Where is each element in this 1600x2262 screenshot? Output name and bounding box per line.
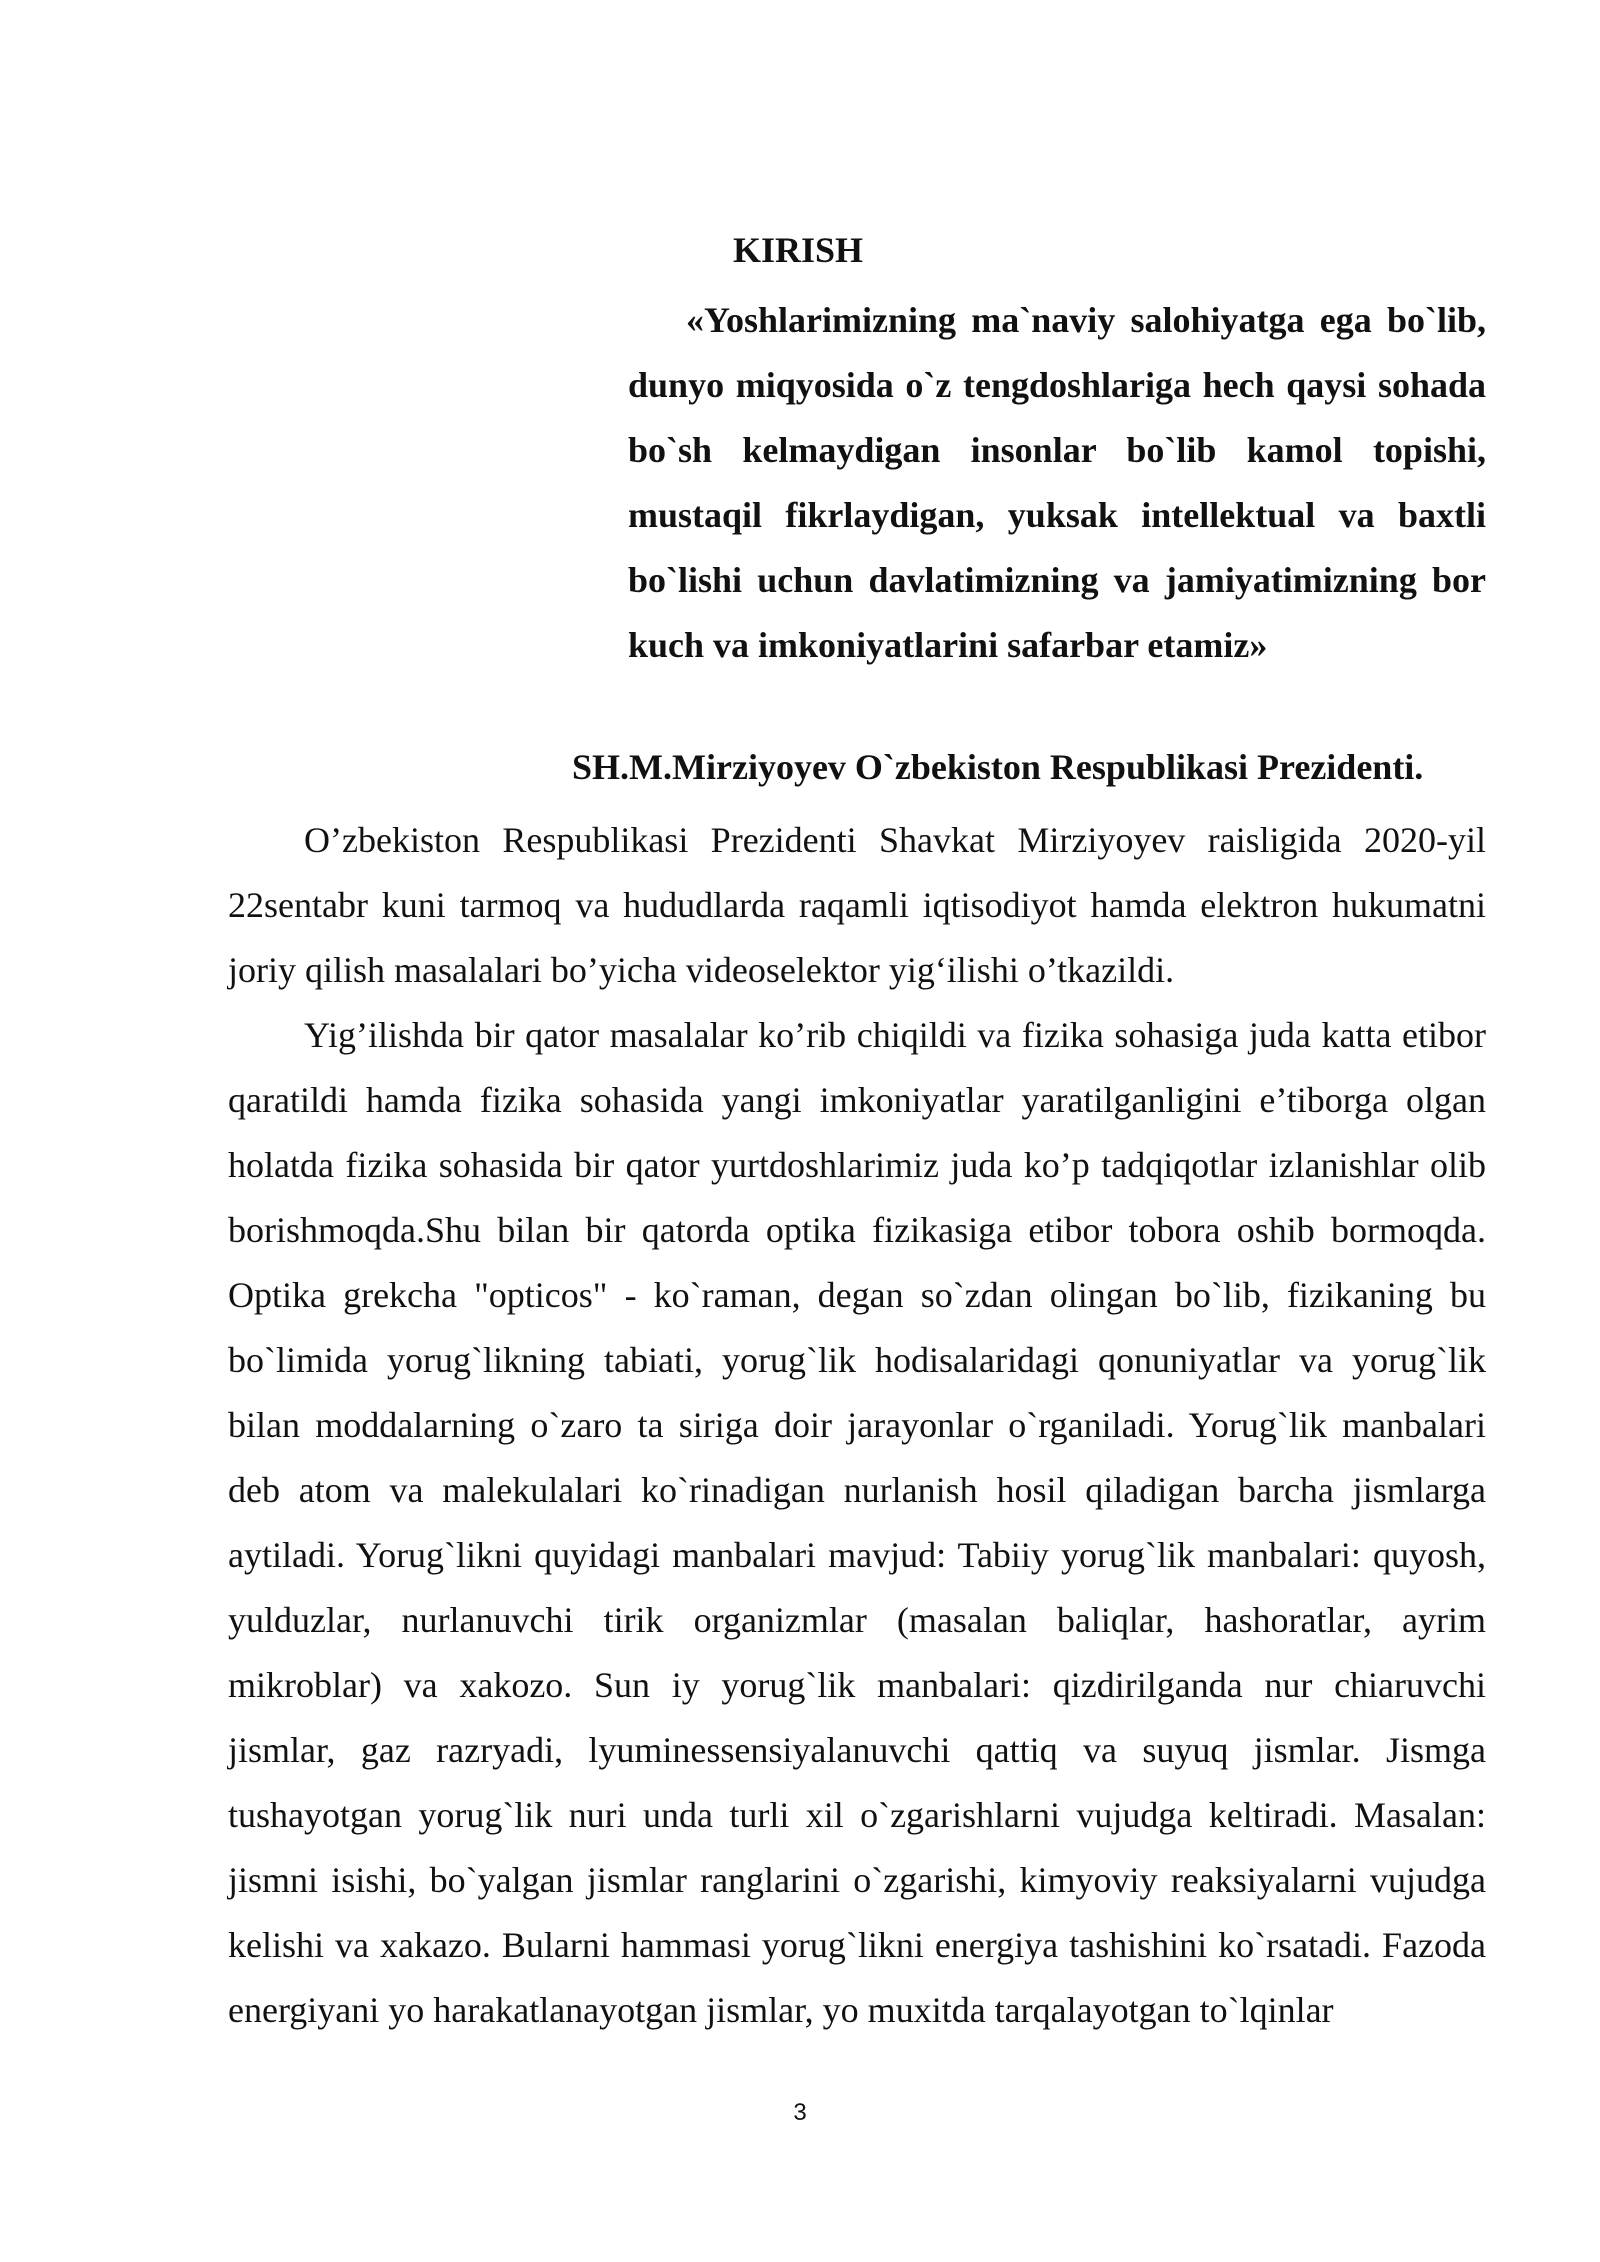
epigraph-quote: «Yoshlarimizning ma`naviy salohiyatga ega bo`lib, dunyo miqyosida o`z tengdoshlariga hech qaysi sohada bo`sh kelmaydigan insonlar bo`lib kamol topishi, mustaqil fikrlaydigan, yuksak intellektual va baxtli bo`lishi uchun davlatimizning va jamiyatimizning bor kuch va imkoniyatlarini safarbar etamiz»: [628, 300, 1486, 665]
body-text: [228, 808, 1486, 2043]
paragraph: O’zbekiston Respublikasi Prezidenti Shavkat Mirziyoyev raisligida 2020-yil 22sentabr kuni tarmoq va hududlarda raqamli iqtisodiyot hamda elektron hukumatni joriy qilish masalalari bo’yicha videoselektor yig‘ilishi o’tkazildi.: [228, 820, 1486, 990]
page-number: 3: [793, 2099, 807, 2126]
paragraph: Yig’ilishda bir qator masalalar ko’rib chiqildi va fizika sohasiga juda katta etibor qaratildi hamda fizika sohasida yangi imkoniyatlar yaratilganligini e’tiborga olgan holatda fizika sohasida bir qator yurtdoshlarimiz juda ko’p tadqiqotlar izlanishlar olib borishmoqda.Shu bilan bir qatorda optika fizikasiga etibor tobora oshib bormoqda. Optika grekcha "opticos" - ko`raman, degan so`zdan olingan bo`lib, fizikaning bu bo`limida yorug`likning tabiati, yorug`lik hodisalaridagi qonuniyatlar va yorug`lik bilan moddalarning o`zaro ta siriga doir jarayonlar o`rganiladi. Yorug`lik manbalari deb atom va malekulalari ko`rinadigan nurlanish hosil qiladigan barcha jismlarga aytiladi. Yorug`likni quyidagi manbalari mavjud: Tabiiy yorug`lik manbalari: quyosh, yulduzlar, nurlanuvchi tirik organizmlar (masalan baliqlar, hashoratlar, ayrim mikroblar) va xakozo. Sun iy yorug`lik manbalari: qizdirilganda nur chiaruvchi jismlar, gaz razryadi, lyuminessensiyalanuvchi qattiq va suyuq jismlar. Jismga tushayotgan yorug`lik nuri unda turli xil o`zgarishlarni vujudga keltiradi. Masalan: jismni isishi, bo`yalgan jismlar ranglarini o`zgarishi, kimyoviy reaksiyalarni vujudga kelishi va xakazo. Bularni hammasi yorug`likni energiya tashishini ko`rsatadi. Fazoda energiyani yo harakatlanayotgan jismlar, yo muxitda tarqalayotgan to`lqinlar: [228, 1015, 1486, 2030]
page-title: KIRISH: [733, 230, 864, 270]
epigraph-author: SH.M.Mirziyoyev O`zbekiston Respublikasi Prezidenti.: [572, 747, 1424, 787]
